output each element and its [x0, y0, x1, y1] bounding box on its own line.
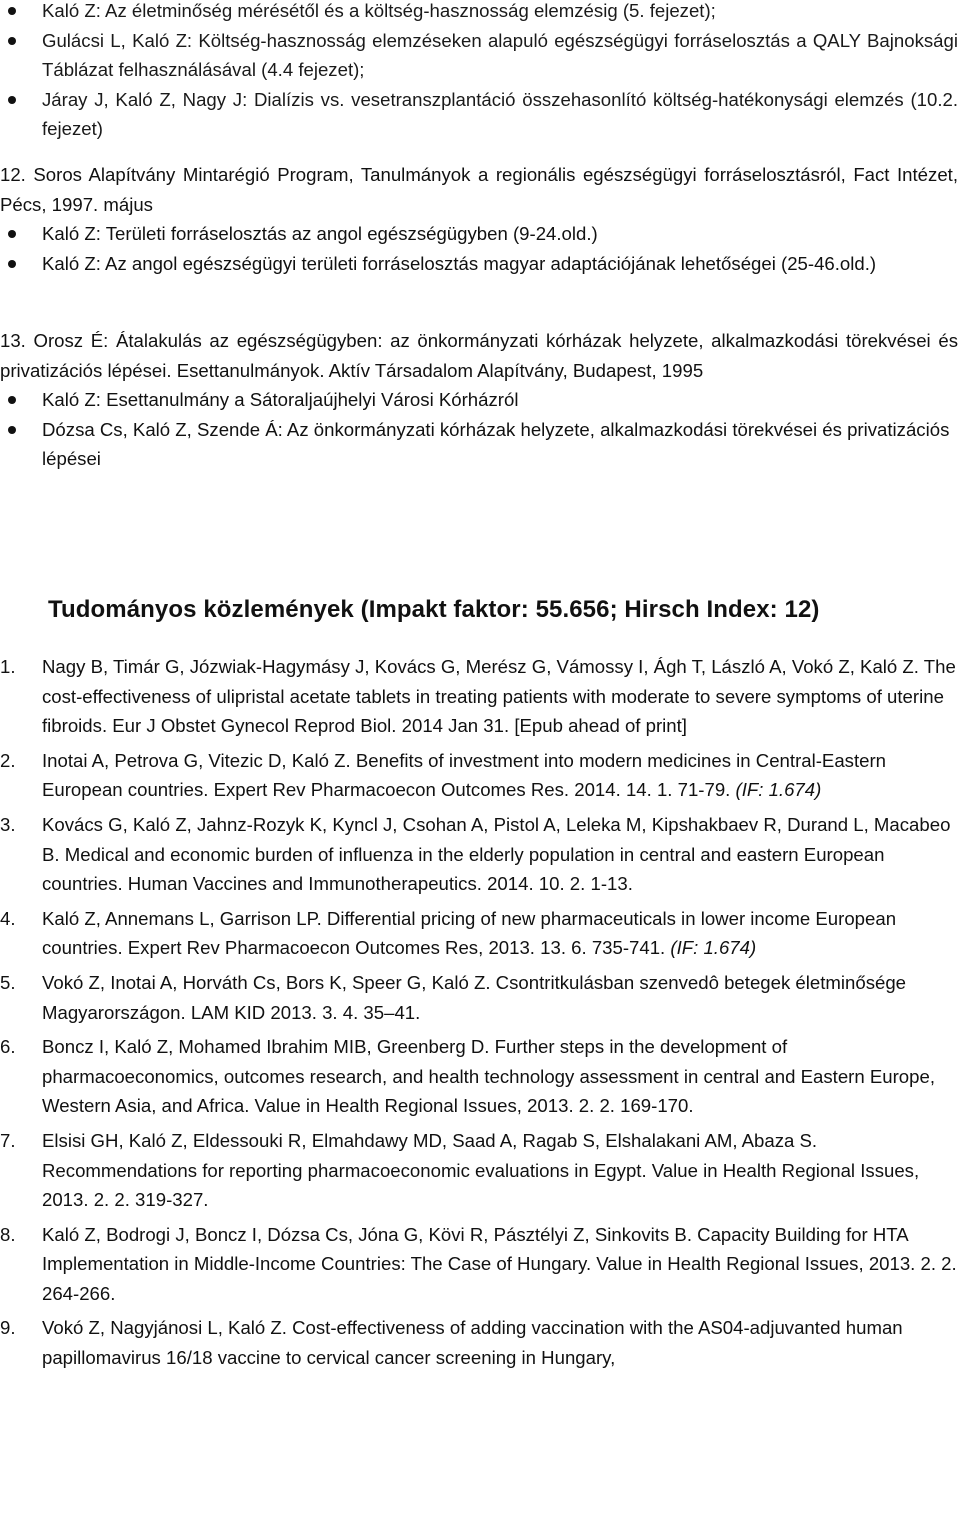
- publication-text: Elsisi GH, Kaló Z, Eldessouki R, Elmahdawy MD, Saad A, Ragab S, Elshalakani AM, Abaza S. Recommendations for reporting pharmacoeconomic evaluations in Egypt. Value in Health Regional Issues, 2013. 2. 2. 319-327.: [42, 1129, 920, 1211]
- item-number: 12.: [0, 164, 26, 185]
- publication-list: [0, 652, 958, 1378]
- publication-text: Vokó Z, Nagyjánosi L, Kaló Z. Cost-effectiveness of adding vaccination with the AS04-adjuvanted human papillomavirus 16/18 vaccine to cervical cancer screening in Hungary,: [42, 1317, 903, 1369]
- publication-text: Kaló Z, Bodrogi J, Boncz I, Dózsa Cs, Jóna G, Kövi R, Pásztélyi Z, Sinkovits B. Capacity Building for HTA Implementation in Middle-Income Countries: The Case of Hungary. Value in Health Regional Issues, 2013. 2. 2. 264-266.: [42, 1223, 957, 1304]
- book-chapter-item-12: [0, 160, 958, 278]
- impact-factor: (IF: 1.674): [735, 779, 822, 801]
- list-item: Gulácsi L, Kaló Z: Költség-hasznosság elemzéseken alapuló egészségügyi forráselosztás a QALY Bajnoksági Táblázat felhasználásával (4.4 fejezet);: [0, 26, 958, 85]
- list-item: Kaló Z: Területi forráselosztás az angol egészségügyben (9-24.old.): [0, 219, 958, 249]
- list-item: Járay J, Kaló Z, Nagy J: Dialízis vs. vesetranszplantáció összehasonlító költség-hatékonysági elemzés (10.2. fejezet): [0, 85, 958, 144]
- publication-number: 5.: [0, 971, 16, 993]
- publication-text: Nagy B, Timár G, Józwiak-Hagymásy J, Kovács G, Merész G, Vámossy I, Ágh T, László A, Vokó Z, Kaló Z. The cost-effectiveness of ulipristal acetate tablets in treating patients with moderate to severe symptoms of uterine fibroids. Eur J Obstet Gynecol Reprod Biol. 2014 Jan 31. [Epub ahead of print]: [42, 656, 956, 737]
- publication-number: 1.: [0, 656, 16, 677]
- bullet-icon: [8, 230, 16, 238]
- chapter-bullet-list: [0, 0, 958, 144]
- bullet-icon: [8, 37, 16, 45]
- publication-item: [0, 1032, 958, 1121]
- section-heading: Tudományos közlemények (Impakt faktor: 55.656; Hirsch Index: 12): [48, 596, 820, 623]
- publication-item: [0, 904, 958, 963]
- publication-number: 6.: [0, 1036, 16, 1058]
- publication-item: [0, 1220, 958, 1309]
- publication-item: [0, 1313, 958, 1372]
- book-chapter-item-13: [0, 326, 958, 474]
- publication-text: Inotai A, Petrova G, Vitezic D, Kaló Z. Benefits of investment into modern medicines in Central-Eastern European countries. Expert Rev Pharmacoecon Outcomes Res. 2014. 14. 1. 71-79.: [42, 749, 886, 801]
- list-item: Kaló Z: Az életminőség mérésétől és a költség-hasznosság elemzésig (5. fejezet);: [0, 0, 958, 26]
- bullet-icon: [8, 7, 16, 15]
- publication-number: 2.: [0, 749, 16, 771]
- publication-item: [0, 652, 958, 741]
- publication-number: 9.: [0, 1317, 16, 1339]
- publication-number: 3.: [0, 813, 16, 835]
- item-text: Soros Alapítvány Mintarégió Program, Tanulmányok a regionális egészségügyi forráselosztásról, Fact Intézet, Pécs, 1997. május: [0, 164, 958, 215]
- item-12-bullets: [0, 219, 958, 278]
- publication-text: Kovács G, Kaló Z, Jahnz-Rozyk K, Kyncl J, Csohan A, Pistol A, Leleka M, Kipshakbaev R, Durand L, Macabeo B. Medical and economic burden of influenza in the elderly population in central and eastern European countries. Human Vaccines and Immunotherapeutics. 2014. 10. 2. 1-13.: [42, 813, 951, 895]
- publication-number: 8.: [0, 1223, 16, 1245]
- item-13-bullets: [0, 385, 958, 474]
- publication-item: [0, 810, 958, 899]
- publication-item: [0, 746, 958, 805]
- bullet-icon: [8, 260, 16, 268]
- item-paragraph: [0, 326, 958, 385]
- bullet-icon: [8, 96, 16, 104]
- item-text: Orosz É: Átalakulás az egészségügyben: az önkormányzati kórházak helyzete, alkalmazkodási törekvései és privatizációs lépései. Esettanulmányok. Aktív Társadalom Alapítvány, Budapest, 1995: [0, 330, 958, 381]
- impact-factor: (IF: 1.674): [670, 937, 757, 959]
- item-number: 13.: [0, 330, 26, 351]
- list-item: Kaló Z: Az angol egészségügyi területi forráselosztás magyar adaptációjának lehetőségei (25-46.old.): [0, 249, 958, 279]
- item-paragraph: [0, 160, 958, 219]
- publication-text: Kaló Z, Annemans L, Garrison LP. Differential pricing of new pharmaceuticals in lower income European countries. Expert Rev Pharmacoecon Outcomes Res, 2013. 13. 6. 735-741.: [42, 907, 897, 959]
- bullet-icon: [8, 426, 16, 434]
- list-item: Kaló Z: Esettanulmány a Sátoraljaújhelyi Városi Kórházról: [0, 385, 958, 415]
- publication-number: 4.: [0, 907, 16, 929]
- publication-number: 7.: [0, 1129, 16, 1151]
- list-item: Dózsa Cs, Kaló Z, Szende Á: Az önkormányzati kórházak helyzete, alkalmazkodási törekvései és privatizációs lépései: [0, 415, 958, 474]
- publication-text: Vokó Z, Inotai A, Horváth Cs, Bors K, Speer G, Kaló Z. Csontritkulásban szenvedô betegek életminősége Magyarországon. LAM KID 2013. 3. 4. 35–41.: [42, 971, 907, 1023]
- publication-item: [0, 968, 958, 1027]
- bullet-icon: [8, 396, 16, 404]
- publication-text: Boncz I, Kaló Z, Mohamed Ibrahim MIB, Greenberg D. Further steps in the development of pharmacoeconomics, outcomes research, and health technology assessment in central and Eastern Europe, Western Asia, and Africa. Value in Health Regional Issues, 2013. 2. 2. 169-170.: [42, 1036, 935, 1117]
- publication-item: [0, 1126, 958, 1215]
